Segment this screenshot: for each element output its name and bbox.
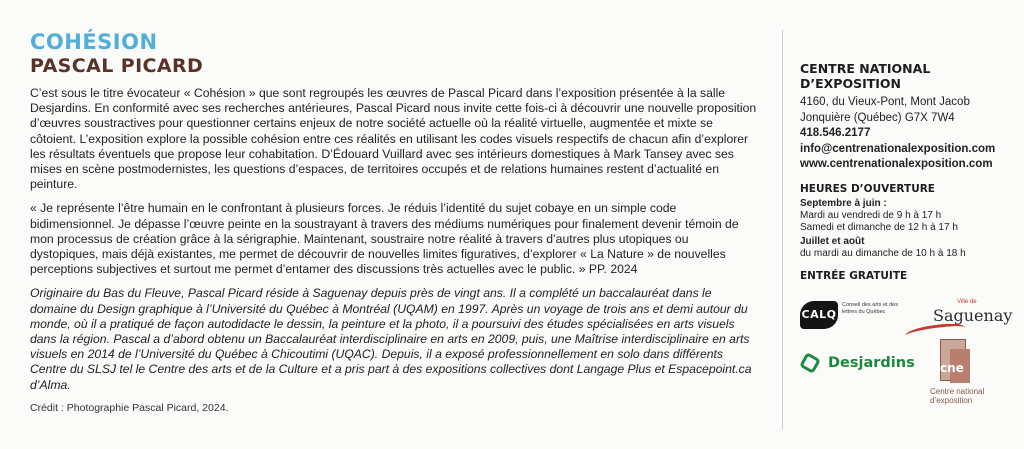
artist-quote-paragraph: « Je représente l’être humain en le confrontant à plusieurs forces. Je réduis l’identité du sujet cobaye en un simple code bidimensionnel. Je dépasse l’œuvre peinte en la soustrayant à travers des médiums numériques pour finalement devenir témoin de mon processus de création grâce à la sérigraphie. Maintenant, soustraire notre réalité à travers d’autres plus utopiques ou dystopiques, mais déjà existantes, me permet de découvrir de nouvelles limites figuratives, d’explorer « La Nature » de nouvelles perceptions subjectives et surtout me permet d’entamer des discussions très actuelles avec le public. » PP. 2024 — [30, 201, 739, 277]
org-name — [800, 62, 1015, 91]
main-text-column — [30, 86, 758, 424]
org-name-line2: D’EXPOSITION — [800, 75, 902, 91]
artist-name: PASCAL PICARD — [30, 55, 204, 77]
sponsor-logos — [800, 295, 1015, 430]
saguenay-logo — [905, 299, 1013, 339]
phone-number: 418.546.2177 — [800, 127, 871, 140]
season1-heading: Septembre à juin : — [800, 197, 887, 209]
website-link[interactable]: www.centrenationalexposition.com — [800, 158, 993, 171]
season2-heading: Juillet et août — [800, 235, 865, 247]
saguenay-logo-name: Saguenay — [933, 306, 1013, 325]
cne-logo-label: cne — [940, 361, 964, 375]
column-divider — [782, 30, 783, 430]
hours-heading: HEURES D’OUVERTURE — [800, 182, 935, 195]
bio-paragraph: Originaire du Bas du Fleuve, Pascal Picard réside à Saguenay depuis près de vingt ans. Il a complété un baccalauréat dans le domaine du Design graphique à l’Université du Québec à Montréal (UQAM) en 1997. Après un voyage de trois ans et demi autour du monde, où il a pratiqué de façon autodidacte le dessin, la peinture et la photo, il a poursuivi des études spécialisées en arts visuels dans la région. Pascal a d’abord obtenu un Baccalauréat interdisciplinaire en arts en 2009, puis, une Maîtrise interdisciplinaire en arts visuels en 2014 de l’Université du Québec à Chicoutimi (UQAC). Depuis, il a exposé professionnellement en solo dans différents Centre du SLSJ tel le Centre des arts et de la Culture et a pris part à des expositions collectives dont Langage Plus et Espacepoint.ca d’Alma. — [30, 286, 752, 392]
org-name-line1: CENTRE NATIONAL — [800, 61, 931, 76]
exhibition-title: COHÉSION — [30, 30, 158, 54]
season1-hours-weekend: Samedi et dimanche de 12 h à 17 h — [800, 221, 958, 233]
photo-credit: Crédit : Photographie Pascal Picard, 2024. — [30, 401, 229, 414]
calq-logo-mark: CALQ — [800, 301, 838, 329]
desjardins-hexagon-icon — [799, 352, 821, 374]
desjardins-logo — [800, 351, 915, 381]
intro-paragraph: C’est sous le titre évocateur « Cohésion » que sont regroupés les œuvres de Pascal Picard dans l’exposition présentée à la salle Desjardins. En conformité avec ses recherches antérieures, Pascal Picard nous invite cette fois-ci à découvrir une nouvelle proposition d’œuvres soustractives pour questionner certains enjeux de notre société actuelle où la réalité virtuelle, augmentée et mixte se côtoient. L’exposition explore la possible cohésion entre ces réalités en utilisant les codes visuels respectifs de chacun afin d’explorer les résultats éventuels que propose leur cohabitation. D’Édouard Vuillard avec ses intérieurs domestiques à Mark Tansey avec ses mises en scène postmodernistes, les questions d’espaces, de territoires occupés et de relations humaines restent d’actualité en peinture. — [30, 86, 757, 192]
season2-hours: du mardi au dimanche de 10 h à 18 h — [800, 247, 966, 259]
free-admission: ENTRÉE GRATUITE — [800, 269, 908, 282]
cne-logo-text-line1: Centre national — [930, 387, 985, 396]
saguenay-logo-prefix: Ville de — [957, 299, 977, 305]
email-link[interactable]: info@centrenationalexposition.com — [800, 142, 996, 155]
address-line2: Jonquière (Québec) G7X 7W4 — [800, 111, 955, 124]
calq-logo — [800, 295, 900, 335]
season1-hours-weekday: Mardi au vendredi de 9 h à 17 h — [800, 209, 942, 221]
cne-logo-text-line2: d’exposition — [930, 396, 973, 405]
calq-logo-text: Conseil des arts et des lettres du Québec — [842, 302, 898, 315]
sidebar-info — [800, 62, 1015, 283]
address-line1: 4160, du Vieux-Pont, Mont Jacob — [800, 96, 970, 108]
cne-logo-text — [930, 387, 984, 405]
cne-logo — [930, 339, 1010, 429]
desjardins-logo-name: Desjardins — [828, 355, 915, 371]
